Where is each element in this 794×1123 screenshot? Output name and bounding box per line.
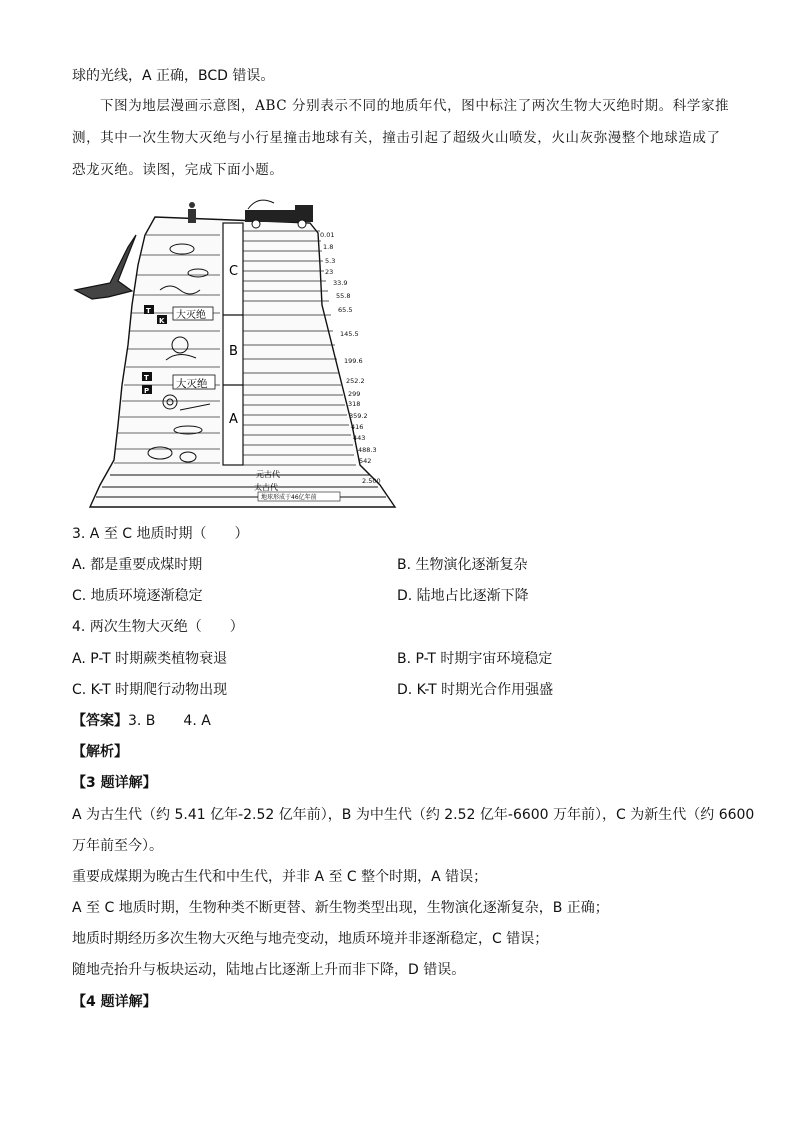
q3-option-d[interactable]: D. 陆地占比逐渐下降 (397, 588, 529, 604)
age-label: 359.2 (349, 412, 368, 420)
extinction-label-kt: 大灭绝 (176, 310, 206, 321)
age-label: 542 (359, 457, 372, 465)
answer-line (72, 711, 211, 731)
detail4-label: 【4 题详解】 (72, 994, 157, 1010)
q4-option-a[interactable]: A. P-T 时期蕨类植物衰退 (72, 651, 228, 667)
intro-line-3: 恐龙灭绝。读图，完成下面小题。 (72, 162, 284, 178)
tag-k: K (159, 317, 165, 325)
analysis-line-3: 重要成煤期为晚古生代和中生代，并非 A 至 C 整个时期，A 错误； (72, 869, 488, 885)
age-label: 33.9 (333, 279, 348, 287)
q3-option-b[interactable]: B. 生物演化逐渐复杂 (397, 557, 528, 573)
age-label: 65.5 (338, 306, 353, 314)
q4-stem: 4. 两次生物大灭绝（ ） (72, 619, 244, 635)
pterosaur-drawing (75, 235, 136, 299)
age-label: 443 (353, 434, 366, 442)
analysis-line-5: 地质时期经历多次生物大灭绝与地壳变动，地质环境并非逐渐稳定，C 错误； (72, 931, 549, 947)
era-label-c: C (229, 264, 239, 279)
age-label: 488.3 (358, 446, 377, 454)
detail3-label: 【3 题详解】 (72, 775, 157, 791)
q4-option-d[interactable]: D. K-T 时期光合作用强盛 (397, 682, 554, 698)
analysis-line-6: 随地壳抬升与板块运动，陆地占比逐渐上升而非下降，D 错误。 (72, 962, 466, 978)
age-label: 299 (348, 390, 361, 398)
tag-t-lower: T (144, 374, 149, 382)
analysis-line-4: A 至 C 地质时期，生物种类不断更替、新生物类型出现，生物演化逐渐复杂，B 正确； (72, 900, 609, 916)
tag-p: P (144, 387, 150, 395)
tag-t-upper: T (146, 307, 151, 315)
strata-figure (70, 195, 400, 515)
q4-option-b[interactable]: B. P-T 时期宇宙环境稳定 (397, 651, 553, 667)
band-proterozoic: 元古代 (256, 470, 280, 479)
age-label: 199.6 (344, 357, 363, 365)
intro-line-2: 测，其中一次生物大灭绝与小行星撞击地球有关，撞击引起了超级火山喷发，火山灰弥漫整个地球造成了 (72, 130, 721, 146)
band-archean: 太古代 (254, 483, 278, 492)
continuation-line: 球的光线，A 正确，BCD 错误。 (72, 68, 275, 84)
q3-option-a[interactable]: A. 都是重要成煤时期 (72, 557, 203, 573)
analysis-line-1: A 为古生代（约 5.41 亿年-2.52 亿年前），B 为中生代（约 2.52 亿年-6600 万年前），C 为新生代（约 6600 (72, 807, 755, 823)
era-label-a: A (229, 412, 238, 427)
analysis-label: 【解析】 (72, 744, 128, 760)
era-label-b: B (229, 344, 238, 359)
intro-line-1: 下图为地层漫画示意图，ABC 分别表示不同的地质年代，图中标注了两次生物大灭绝时期。科学家推 (100, 98, 730, 114)
answer-value: 3. B 4. A (128, 713, 211, 729)
age-label: 2.500 (362, 477, 381, 485)
age-label: 145.5 (340, 330, 359, 338)
age-label: 5.3 (325, 257, 336, 265)
age-label: 55.8 (336, 292, 351, 300)
answer-label: 【答案】 (72, 713, 128, 729)
q4-option-c[interactable]: C. K-T 时期爬行动物出现 (72, 682, 228, 698)
q3-option-c[interactable]: C. 地质环境逐渐稳定 (72, 588, 203, 604)
q3-stem: 3. A 至 C 地质时期（ ） (72, 526, 249, 542)
age-label: 252.2 (346, 377, 365, 385)
age-label: 1.8 (323, 243, 334, 251)
age-label: 416 (351, 423, 364, 431)
age-label: 318 (348, 400, 361, 408)
age-label: 23 (325, 268, 334, 276)
extinction-label-pt: 大灭绝 (176, 378, 208, 390)
band-earth-formed: 地球形成于46亿年前 (261, 494, 317, 501)
age-label: 0.01 (320, 231, 335, 239)
analysis-line-2: 万年前至今）。 (72, 838, 163, 854)
